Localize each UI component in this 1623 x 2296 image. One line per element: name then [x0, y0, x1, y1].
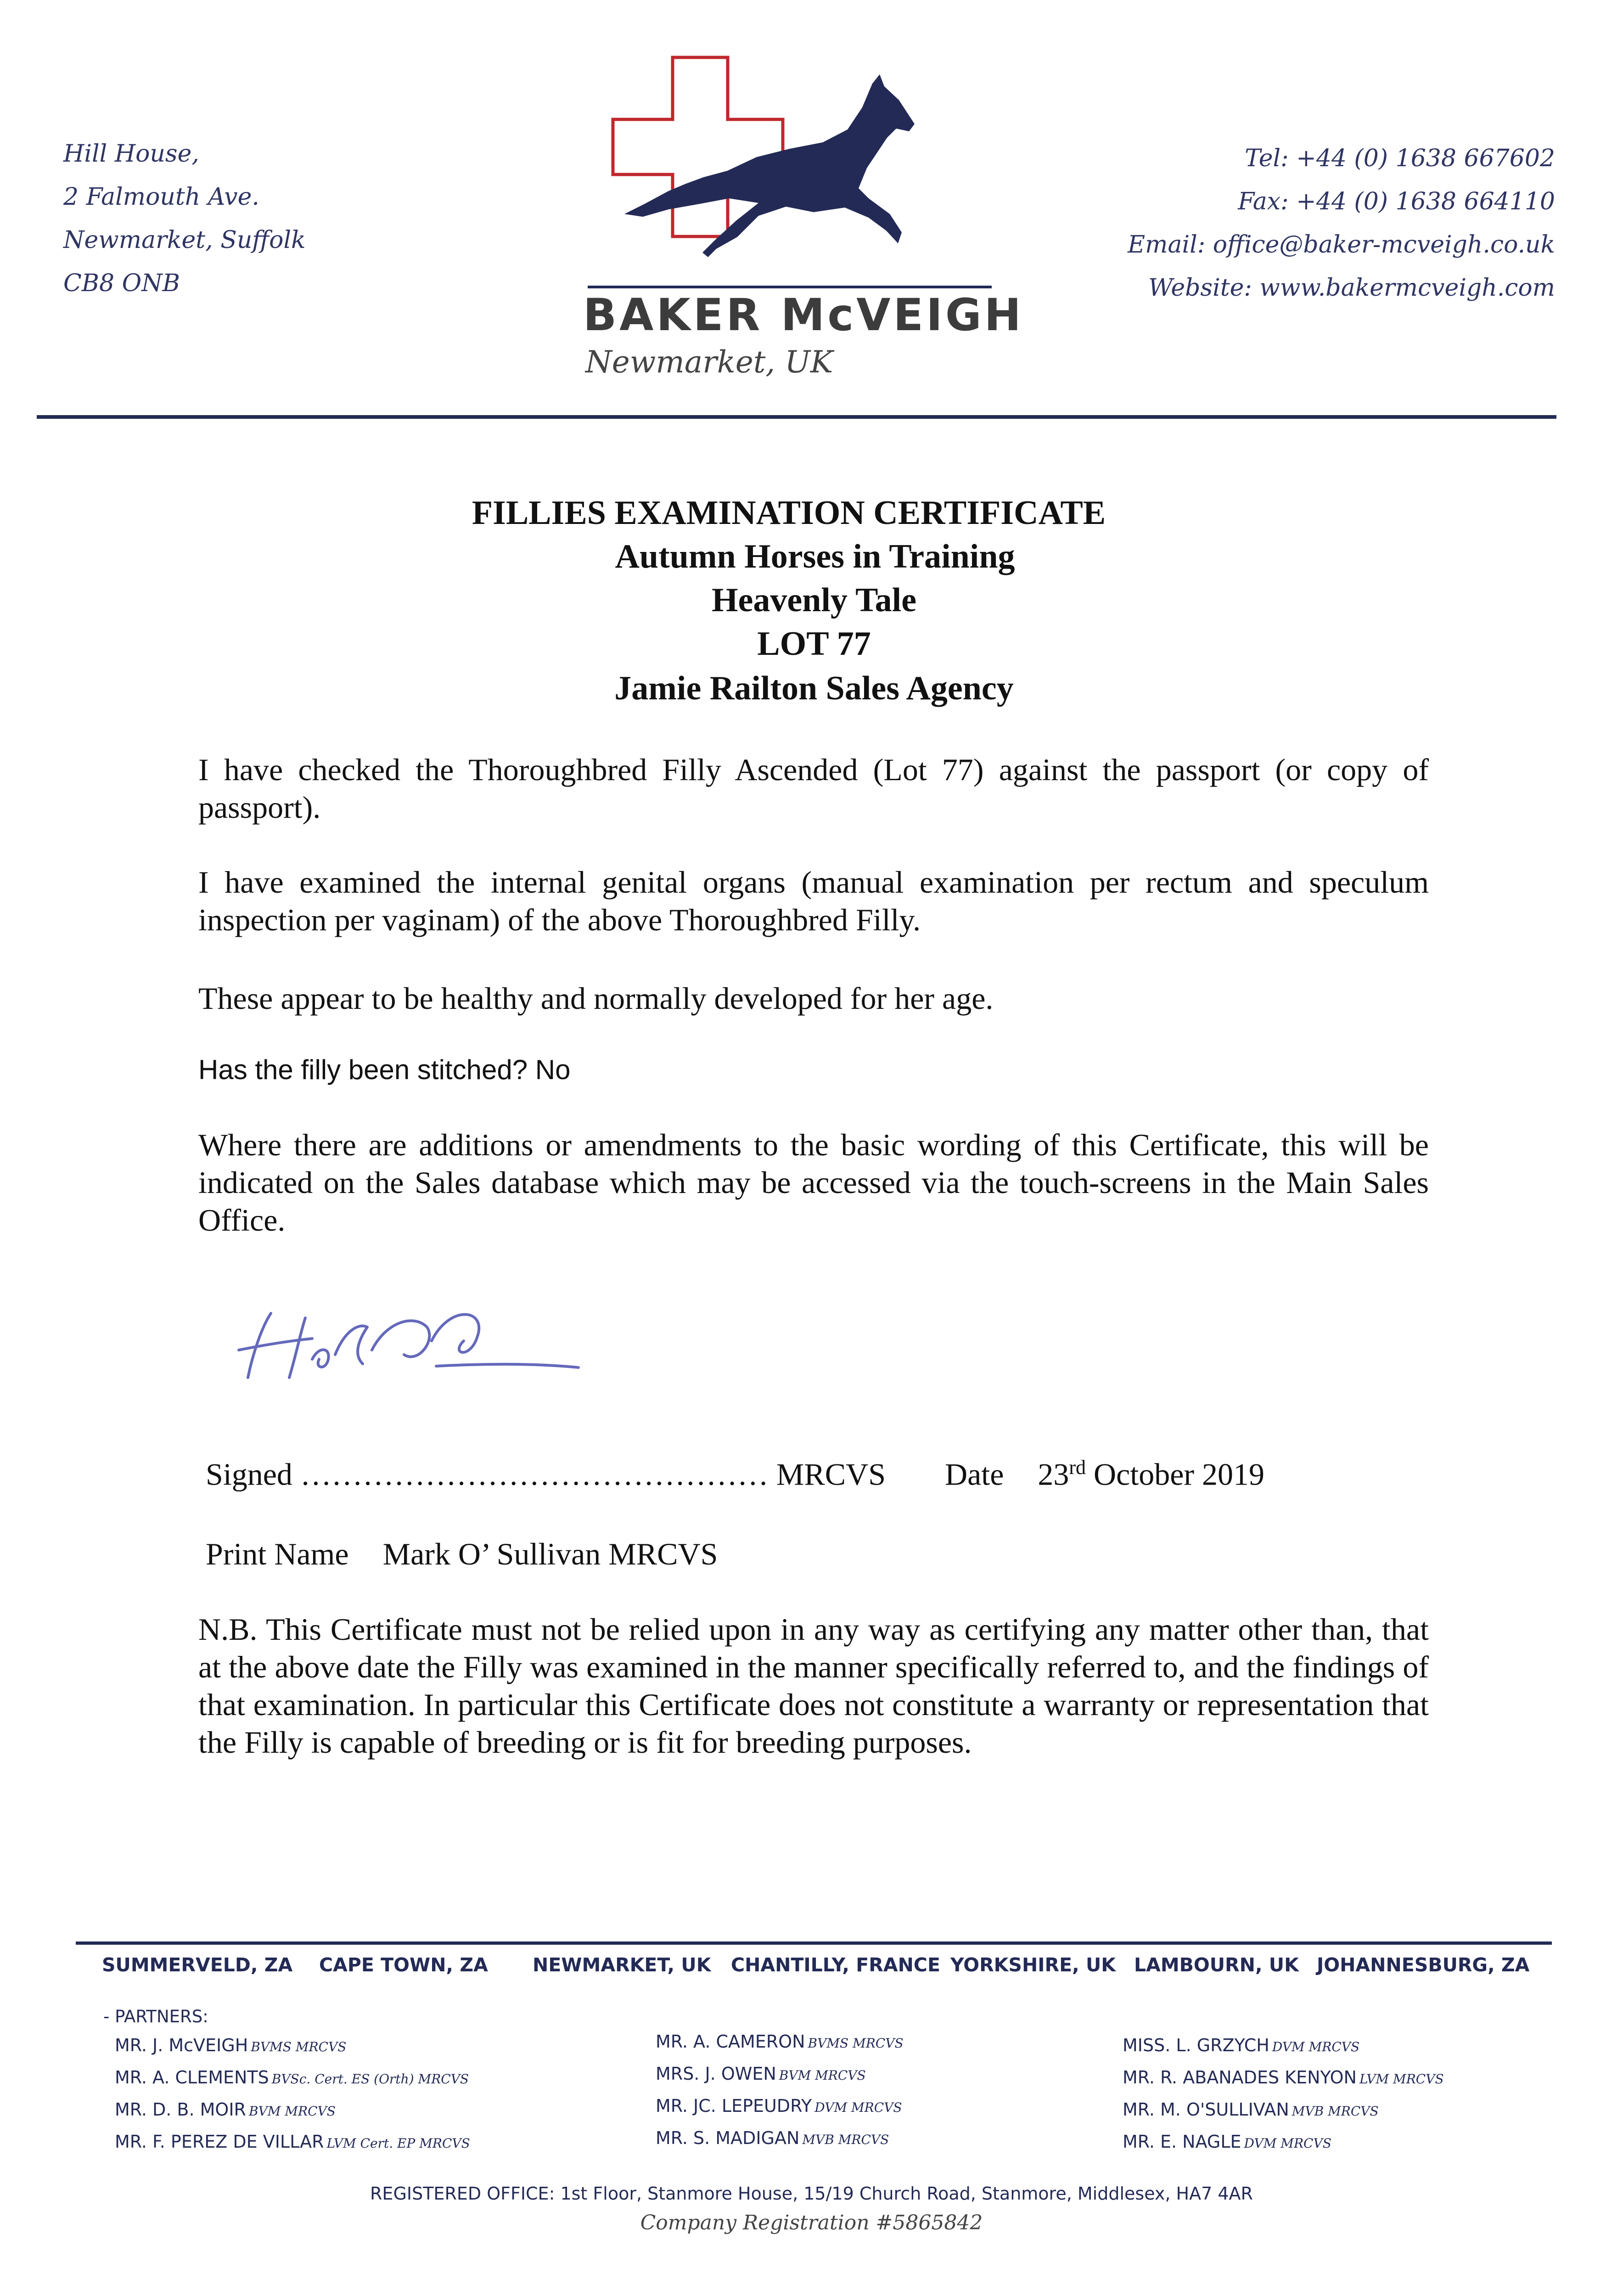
date-label: Date	[945, 1457, 1004, 1492]
partner-entry: MISS. L. GRZYCH DVM MRCVS	[1123, 2035, 1360, 2055]
footer-divider	[76, 1941, 1552, 1945]
partners-label: - PARTNERS:	[103, 2007, 208, 2026]
disclaimer-note: N.B. This Certificate must not be relied upon in any way as certifying any matter other than, that at the above date the Filly was examined in the manner specifically referred to, and the findings of that examination. In particular this Certificate does not constitute a warranty or representation that the Filly is capable of breeding or is fit for breeding purposes.	[198, 1612, 1429, 1760]
registered-office: REGISTERED OFFICE: 1st Floor, Stanmore House, 15/19 Church Road, Stanmore, Middlesex, HA7 4AR	[370, 2183, 1253, 2204]
paragraph-passport-check: I have checked the Thoroughbred Filly Ascended (Lot 77) against the passport (or copy of passport).	[198, 752, 1429, 825]
office-location: CAPE TOWN, ZA	[319, 1954, 488, 1976]
print-name-label: Print Name	[206, 1536, 349, 1571]
paragraph-amendments: Where there are additions or amendments to the basic wording of this Certificate, this will be indicated on the Sales database which may be accessed via the touch-screens in the Main Sales Office.	[198, 1127, 1429, 1238]
company-logo-name: BAKER McVEIGH	[583, 289, 1024, 341]
address-line: 2 Falmouth Ave.	[63, 183, 259, 211]
partners-column-3	[1123, 2035, 1444, 2164]
contact-email: Email: office@baker-mcveigh.co.uk	[1128, 231, 1555, 259]
company-address	[63, 132, 306, 305]
company-registration: Company Registration #5865842	[640, 2211, 983, 2234]
partner-entry: MR. A. CLEMENTS BVSc. Cert. ES (Orth) MRCVS	[115, 2067, 469, 2088]
partner-entry: MRS. J. OWEN BVM MRCVS	[656, 2064, 866, 2084]
partner-entry: MR. S. MADIGAN MVB MRCVS	[656, 2128, 889, 2148]
signature-line	[206, 1456, 1264, 1493]
date-month-year: October 2019	[1094, 1457, 1265, 1492]
sale-name: Autumn Horses in Training	[615, 538, 1015, 575]
office-location: CHANTILLY, FRANCE	[731, 1954, 941, 1976]
sales-agency: Jamie Railton Sales Agency	[614, 670, 1014, 707]
office-location: NEWMARKET, UK	[533, 1954, 711, 1976]
lot-number: LOT 77	[757, 625, 871, 663]
contact-details	[1128, 137, 1555, 310]
partner-entry: MR. A. CAMERON BVMS MRCVS	[656, 2032, 904, 2052]
address-line: Newmarket, Suffolk	[63, 226, 306, 254]
company-logo-tagline: Newmarket, UK	[585, 344, 833, 380]
partner-entry: MR. F. PEREZ DE VILLAR LVM Cert. EP MRCVS	[115, 2132, 470, 2152]
paragraph-examination: I have examined the internal genital organs (manual examination per rectum and speculum inspection per vaginam) of the above Thoroughbred Filly.	[198, 865, 1429, 937]
paragraph-healthy: These appear to be healthy and normally developed for her age.	[198, 981, 994, 1016]
signature-dots: ………………………………………	[300, 1457, 769, 1492]
date-day: 23	[1038, 1457, 1069, 1492]
office-location: JOHANNESBURG, ZA	[1317, 1954, 1530, 1976]
contact-website: Website: www.bakermcveigh.com	[1148, 274, 1555, 302]
signer-qualification: MRCVS	[776, 1457, 886, 1492]
signed-label: Signed	[206, 1457, 292, 1492]
contact-tel: Tel: +44 (0) 1638 667602	[1245, 145, 1555, 172]
partner-entry: MR. E. NAGLE DVM MRCVS	[1123, 2132, 1331, 2152]
print-name-value: Mark O’ Sullivan MRCVS	[382, 1536, 718, 1571]
print-name-line	[206, 1536, 718, 1572]
horse-name: Heavenly Tale	[711, 581, 917, 619]
partners-column-2	[656, 2032, 904, 2160]
partner-entry: MR. D. B. MOIR BVM MRCVS	[115, 2099, 336, 2120]
partners-column-1	[115, 2035, 470, 2164]
contact-fax: Fax: +44 (0) 1638 664110	[1238, 188, 1555, 215]
vet-signature	[220, 1286, 588, 1405]
partner-entry: MR. JC. LEPEUDRY DVM MRCVS	[656, 2096, 902, 2116]
date-suffix: rd	[1069, 1456, 1086, 1479]
partner-entry: MR. J. McVEIGH BVMS MRCVS	[115, 2035, 347, 2055]
office-location: YORKSHIRE, UK	[950, 1954, 1116, 1976]
header-divider	[37, 415, 1556, 419]
certificate-heading: FILLIES EXAMINATION CERTIFICATE	[472, 494, 1106, 532]
partner-entry: MR. R. ABANADES KENYON LVM MRCVS	[1123, 2067, 1444, 2088]
office-location: SUMMERVELD, ZA	[102, 1954, 293, 1976]
partner-entry: MR. M. O'SULLIVAN MVB MRCVS	[1123, 2099, 1379, 2120]
address-line: Hill House,	[63, 140, 199, 168]
address-line: CB8 ONB	[63, 270, 180, 297]
stitched-answer: Has the filly been stitched? No	[198, 1054, 571, 1085]
office-location: LAMBOURN, UK	[1134, 1954, 1299, 1976]
